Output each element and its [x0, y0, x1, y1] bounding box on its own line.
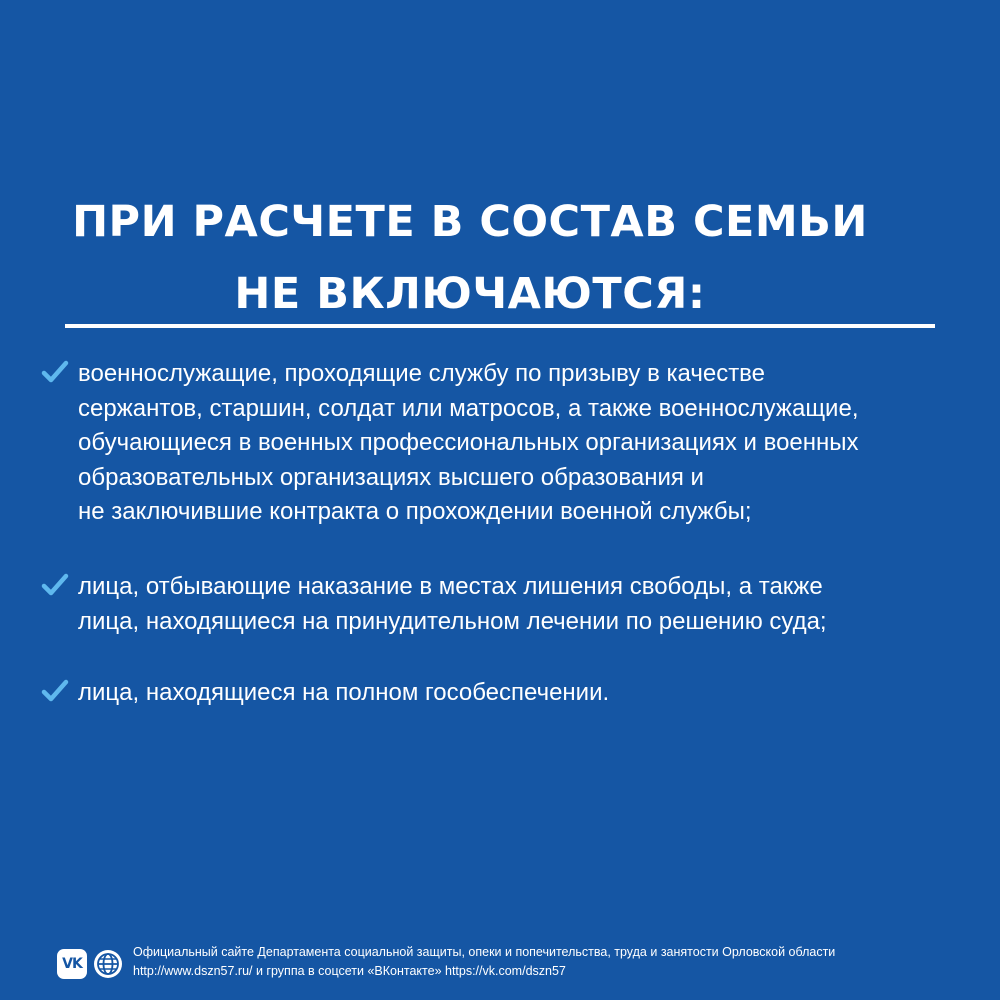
- check-icon: [40, 677, 70, 707]
- list-item-line: образовательных организациях высшего образования и: [78, 463, 704, 491]
- check-icon: [40, 358, 70, 388]
- list-item-line: не заключившие контракта о прохождении военной службы;: [78, 498, 752, 525]
- list-item-line: военнослужащие, проходящие службу по призыву в качестве: [78, 360, 766, 387]
- list-item-line: обучающиеся в военных профессиональных организациях и военных: [78, 429, 859, 456]
- list-item-text: [78, 676, 978, 711]
- list-item-text: [78, 570, 978, 639]
- list-item-line: лица, отбывающие наказание в местах лишения свободы, а также: [78, 573, 823, 600]
- globe-icon[interactable]: [93, 949, 123, 979]
- title-line-2: НЕ ВКЛЮЧАЮТСЯ:: [234, 269, 706, 319]
- title-divider: [65, 324, 935, 328]
- list-item-line: сержантов, старшин, солдат или матросов, а также военнослужащие,: [78, 394, 859, 422]
- list-item-line: лица, находящиеся на полном гособеспечении.: [78, 679, 610, 706]
- title-line-1: ПРИ РАСЧЕТЕ В СОСТАВ СЕМЬИ: [72, 197, 868, 247]
- list-item-line: лица, находящиеся на принудительном лечении по решению суда;: [78, 607, 827, 635]
- check-icon: [40, 571, 70, 601]
- footer-line-2[interactable]: http://www.dszn57.ru/ и группа в соцсети «ВКонтакте» https://vk.com/dszn57: [133, 964, 566, 978]
- footer-text: [133, 943, 835, 981]
- footer-line-1: Официальный сайте Департамента социальной защиты, опеки и попечительства, труда и занятости Орловской области: [133, 945, 836, 959]
- vk-icon[interactable]: VK: [57, 949, 87, 979]
- page-title: [40, 186, 900, 330]
- footer: [57, 941, 957, 981]
- list-item-text: [78, 357, 978, 530]
